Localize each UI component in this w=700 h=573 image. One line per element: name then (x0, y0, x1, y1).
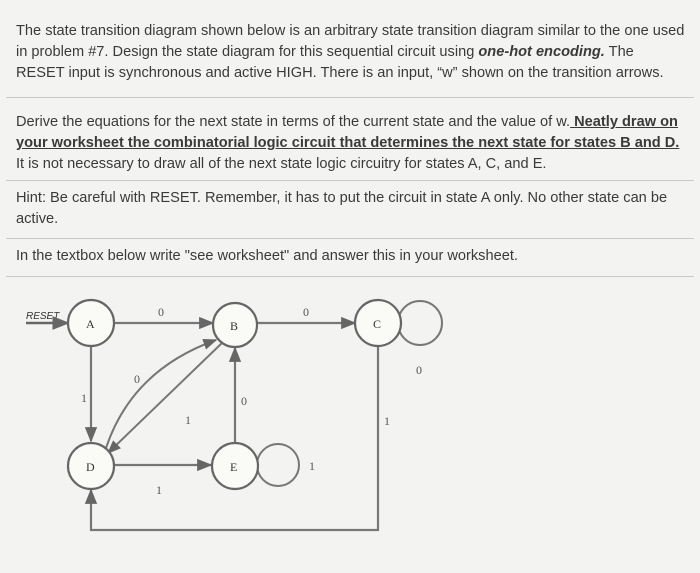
edge-label-b-to-d: 1 (185, 413, 191, 427)
edge-b-to-d (108, 342, 223, 453)
one-hot-emphasis: one-hot encoding. (478, 44, 605, 60)
edge-label-e-self: 1 (309, 459, 315, 473)
edge-label-b-to-e: 0 (241, 394, 247, 408)
self-loop-c (398, 301, 442, 345)
state-b (213, 303, 257, 347)
state-e (212, 443, 258, 489)
state-a (68, 300, 114, 346)
state-c-label: C (373, 317, 382, 331)
divider (6, 180, 694, 181)
edge-label-a-to-d: 1 (81, 391, 87, 405)
state-d-label: D (86, 460, 95, 474)
hint-paragraph: Hint: Be careful with RESET. Remember, it has to put the circuit in state A only. No other state can be active. (16, 190, 668, 227)
state-b-label: B (230, 319, 239, 333)
edge-label-b-to-c: 0 (303, 305, 309, 319)
divider (6, 97, 694, 98)
edge-label-d-to-e: 1 (156, 483, 162, 497)
reset-label: RESET (26, 311, 60, 322)
state-transition-diagram (0, 280, 700, 573)
instruction-paragraph-1 (16, 21, 686, 84)
self-loop-e (257, 444, 299, 486)
underlined-instruction: Neatly draw on your worksheet the combinatorial logic circuit that determines the next state for states B and D. (16, 114, 680, 151)
state-c (355, 300, 401, 346)
divider (6, 238, 694, 239)
edge-label-c-self: 0 (416, 363, 422, 377)
edge-label-d-to-b: 0 (134, 372, 140, 386)
divider (6, 276, 694, 277)
edge-label-c-to-d: 1 (384, 414, 390, 428)
instruction-text: The RESET input is synchronous and active HIGH. There is an input, “w” shown on the transition arrows. (16, 44, 664, 81)
state-d (68, 443, 114, 489)
state-e-label: E (230, 460, 238, 474)
instruction-text: The state transition diagram shown below is an arbitrary state transition diagram similar to the one used in problem #7. Design the state diagram for this sequential circuit using (16, 23, 685, 60)
instruction-text: Derive the equations for the next state in terms of the current state and the value of w. (16, 114, 571, 130)
state-a-label: A (86, 317, 95, 331)
edge-d-to-b (106, 340, 216, 448)
instruction-paragraph-2 (16, 112, 686, 175)
textbox-instruction: In the textbox below write "see worksheet" and answer this in your worksheet. (16, 248, 518, 264)
edge-label-a-to-b: 0 (158, 305, 164, 319)
instruction-text: It is not necessary to draw all of the next state logic circuitry for states A, C, and E. (16, 156, 547, 172)
